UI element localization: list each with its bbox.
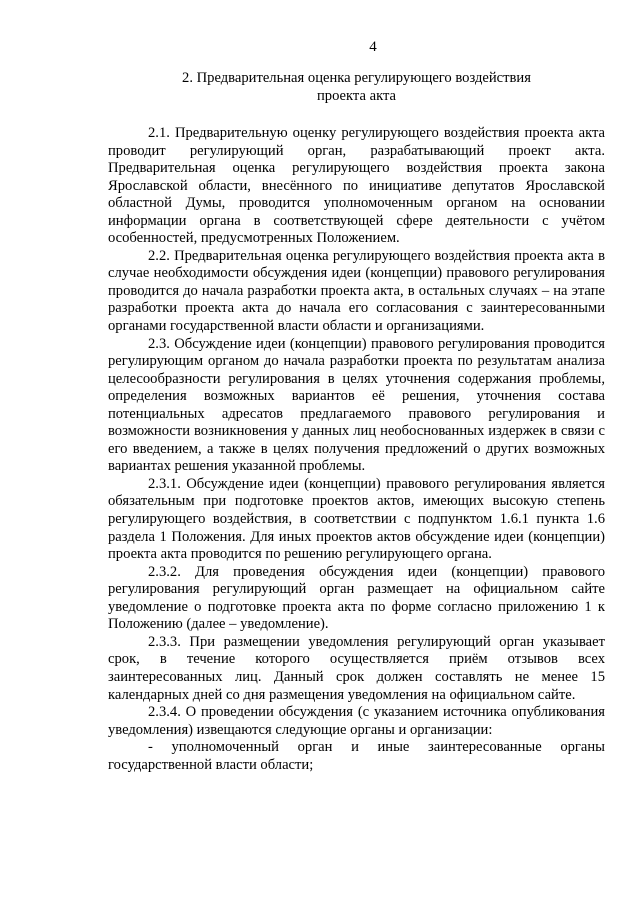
paragraph-2-1: 2.1. Предварительную оценку регулирующего воздействия проекта акта проводит регулирующий орган, разрабатывающий проект акта. Предварительная оценка регулирующего воздействия проекта закона Ярославской области, внесённого по инициативе депутатов Ярославской областной Думы, проводится уполномоченным органом на основании информации органа в соответствующей сфере деятельности с учётом особенностей, предусмотренных Положением. xyxy=(108,125,605,247)
paragraph-2-3-3: 2.3.3. При размещении уведомления регулирующий орган указывает срок, в течение которого осуществляется приём отзывов всех заинтересованных лиц. Данный срок должен составлять не менее 15 календарных дней со дня размещения уведомления на официальном сайте. xyxy=(108,633,605,703)
paragraph-2-3-4: 2.3.4. О проведении обсуждения (с указанием источника опубликования уведомления) извещаются следующие органы и организации: xyxy=(108,704,605,738)
paragraph-2-2: 2.2. Предварительная оценка регулирующего воздействия проекта акта в случае необходимости обсуждения идеи (концепции) правового регулирования проводится до начала разработки проекта акта, в остальных случаях – на этапе разработки проекта акта до начала его согласования с заинтересованными органами государственной власти области и организациями. xyxy=(108,247,605,335)
page-number: 4 xyxy=(369,39,377,55)
paragraph-2-3-1: 2.3.1. Обсуждение идеи (концепции) правового регулирования является обязательным при подготовке проектов актов, имеющих высокую степень регулирующего воздействия, в соответствии с подпунктом 1.6.1 пункта 1.6 раздела 1 Положения. Для иных проектов актов обсуждение идеи (концепции) проекта акта проводится по решению регулирующего органа. xyxy=(108,475,605,563)
document-body xyxy=(108,125,605,774)
section-heading-line-2: проекта акта xyxy=(316,87,397,104)
section-heading xyxy=(108,70,605,105)
list-item: - уполномоченный орган и иные заинтересованные органы государственной власти области; xyxy=(108,739,605,773)
document-page xyxy=(108,0,605,905)
section-heading-line-1: 2. Предварительная оценка регулирующего воздействия xyxy=(182,70,531,86)
paragraph-2-3-2: 2.3.2. Для проведения обсуждения идеи (концепции) правового регулирования регулирующий орган размещает на официальном сайте уведомление о подготовке проекта акта по форме согласно приложению 1 к Положению (далее – уведомление). xyxy=(108,563,605,633)
paragraph-2-3: 2.3. Обсуждение идеи (концепции) правового регулирования проводится регулирующим органом до начала разработки проекта по результатам анализа целесообразности регулирования в целях уточнения содержания проблемы, определения возможных вариантов её решения, уточнения состава потенциальных адресатов предлагаемого правового регулирования и возможности возникновения у данных лиц необоснованных издержек в связи с его введением, а также в целях получения предложений о других возможных вариантах решения указанной проблемы. xyxy=(108,335,605,475)
